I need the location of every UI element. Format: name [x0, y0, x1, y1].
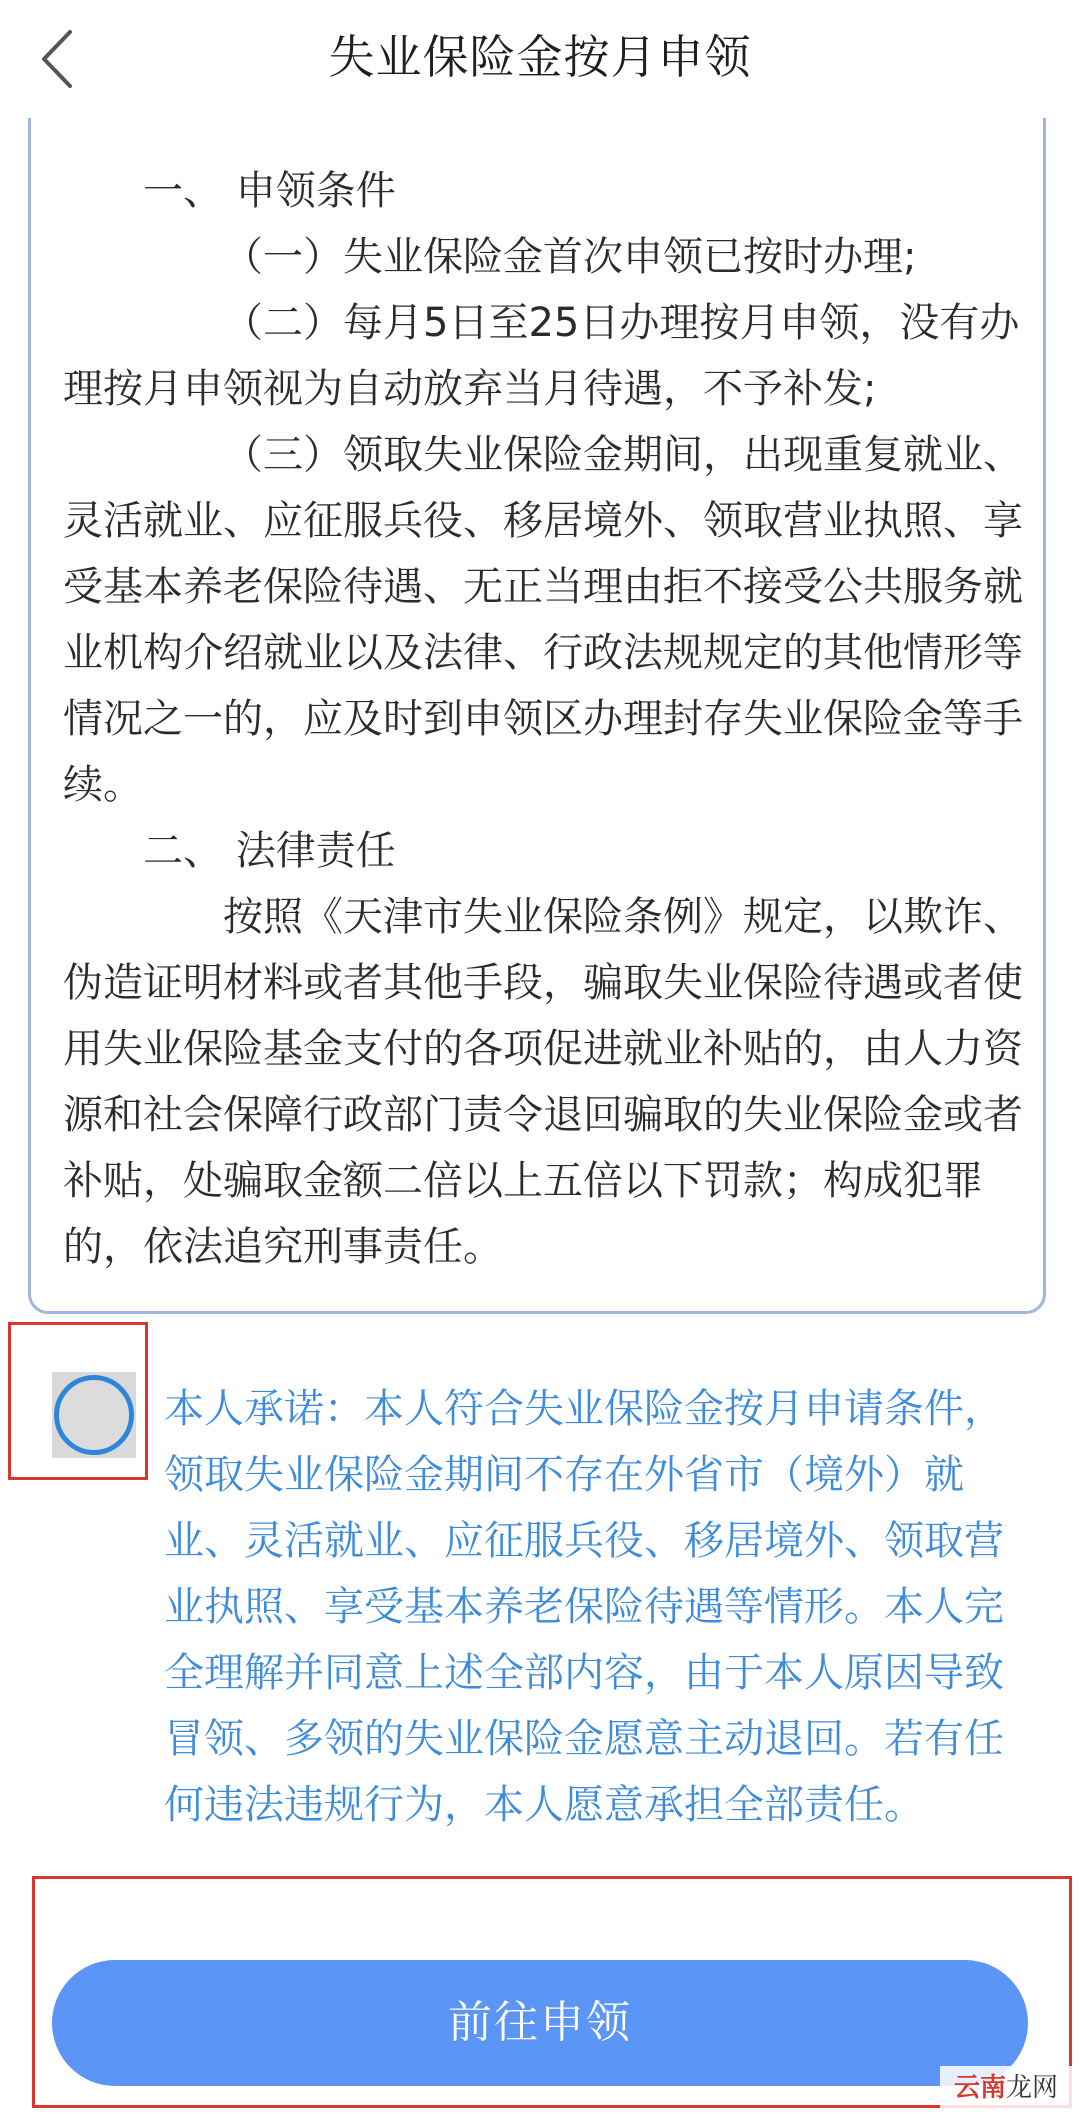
- pledge-text: 本人承诺：本人符合失业保险金按月申请条件，领取失业保险金期间不存在外省市（境外）就业、灵活就业、应征服兵役、移居境外、领取营业执照、享受基本养老保险待遇等情形。本人完全理解并同意上述全部内容，由于本人原因导致冒领、多领的失业保险金愿意主动退回。若有任何违法违规行为，本人愿意承担全部责任。: [164, 1386, 1004, 1828]
- watermark-part-1: 云南: [953, 2073, 1006, 2103]
- agree-checkbox[interactable]: [54, 1375, 134, 1455]
- terms-content: [63, 158, 1025, 1280]
- section-title-conditions: 一、 申领条件: [143, 168, 396, 214]
- condition-item-3: （三）领取失业保险金期间，出现重复就业、灵活就业、应征服兵役、移居境外、领取营业执照、享受基本养老保险待遇、无正当理由拒不接受公共服务就业机构介绍就业以及法律、行政法规规定的其他情形等情况之一的，应及时到申领区办理封存失业保险金等手续。: [63, 432, 1023, 808]
- top-bar: [0, 0, 1080, 118]
- watermark-part-2: 龙网: [1006, 2073, 1059, 2103]
- condition-item-2: （二）每月5日至25日办理按月申领，没有办理按月申领视为自动放弃当月待遇，不予补发;: [63, 300, 1020, 412]
- submit-button[interactable]: 前往申领: [52, 1960, 1028, 2086]
- liability-text: 按照《天津市失业保险条例》规定，以欺诈、伪造证明材料或者其他手段，骗取失业保险待遇或者使用失业保险基金支付的各项促进就业补贴的，由人力资源和社会保障行政部门责令退回骗取的失业保险金或者补贴，处骗取金额二倍以上五倍以下罚款；构成犯罪的，依法追究刑事责任。: [63, 894, 1023, 1270]
- watermark-logo: [940, 2066, 1072, 2110]
- terms-card: [28, 118, 1046, 1314]
- page-title: 失业保险金按月申领: [328, 30, 752, 84]
- condition-item-1: （一）失业保险金首次申领已按时办理;: [223, 234, 917, 280]
- section-title-liability: 二、 法律责任: [143, 828, 396, 874]
